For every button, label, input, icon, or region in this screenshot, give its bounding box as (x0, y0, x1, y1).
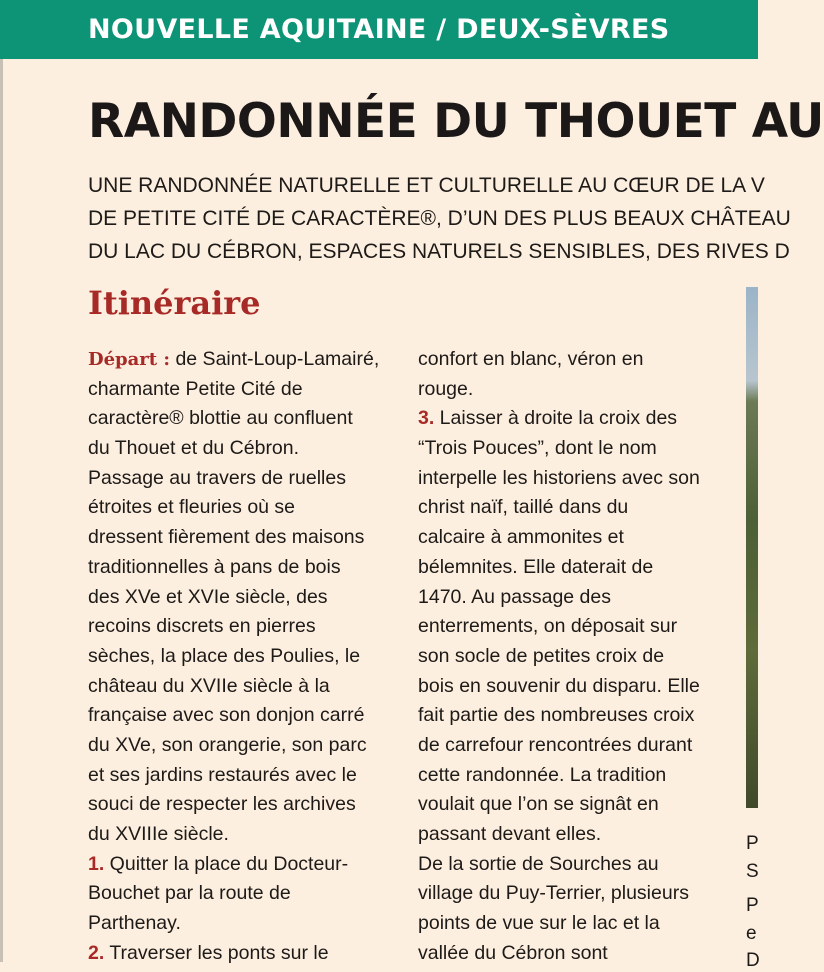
text-line (418, 701, 700, 731)
line-text: fait partie des nombreuses croix (418, 704, 695, 727)
photo-caption-fragment: D (746, 950, 760, 971)
line-text: interpelle les historiens avec son (418, 466, 700, 489)
line-text: Parthenay. (88, 912, 181, 935)
text-line (88, 790, 379, 820)
text-column-left (88, 345, 379, 968)
line-text: calcaire à ammonites et (418, 526, 624, 549)
text-line (418, 879, 700, 909)
photo-caption-fragment: P (746, 895, 759, 916)
text-line (418, 642, 700, 672)
text-line (418, 909, 700, 939)
text-line (418, 850, 700, 880)
line-text: enterrements, on déposait sur (418, 615, 678, 638)
line-text: bélemnites. Elle daterait de (418, 555, 654, 578)
line-text: “Trois Pouces”, dont le nom (418, 437, 657, 460)
line-text: des XVe et XVIe siècle, des (88, 585, 328, 608)
line-text: du XVIIIe siècle. (88, 823, 229, 845)
text-line (88, 850, 379, 880)
line-text: souci de respecter les archives (88, 793, 356, 816)
text-line (88, 553, 379, 583)
line-text: vallée du Cébron sont (418, 941, 608, 964)
page-edge (0, 59, 3, 962)
text-line (418, 583, 700, 613)
text-line (88, 820, 379, 850)
line-text: Laisser à droite la croix des (434, 407, 678, 430)
text-line (88, 434, 379, 464)
text-line (418, 464, 700, 494)
line-text: charmante Petite Cité de (88, 377, 303, 400)
line-text: du XVe, son orangerie, son parc (88, 733, 367, 756)
subtitle-line: UNE RANDONNÉE NATURELLE ET CULTURELLE AU CŒUR DE LA V (88, 174, 765, 197)
line-text: caractère® blottie au confluent (88, 407, 353, 430)
text-line (418, 672, 700, 702)
region-header: NOUVELLE AQUITAINE / DEUX-SÈVRES (88, 14, 670, 45)
text-line (418, 523, 700, 553)
line-text: confort en blanc, véron en (418, 348, 644, 370)
text-line (418, 612, 700, 642)
line-text: traditionnelles à pans de bois (88, 555, 341, 578)
line-text: 1470. Au passage des (418, 585, 611, 608)
article-title: RANDONNÉE DU THOUET AU (88, 94, 824, 149)
line-text: Traverser les ponts sur le (104, 941, 329, 964)
line-text: château du XVIIe siècle à la (88, 674, 330, 697)
line-text: bois en souvenir du disparu. Elle (418, 674, 700, 697)
text-line (418, 731, 700, 761)
text-line (418, 790, 700, 820)
line-text: recoins discrets en pierres (88, 615, 316, 638)
text-line (88, 493, 379, 523)
line-text: dressent fièrement des maisons (88, 526, 365, 549)
photo-caption-fragment: e (746, 923, 757, 944)
line-text: Quitter la place du Docteur- (104, 852, 349, 875)
text-line (418, 404, 700, 434)
text-line (418, 761, 700, 791)
line-text: et ses jardins restaurés avec le (88, 763, 357, 786)
text-line (88, 672, 379, 702)
line-text: voulait que l’on se signât en (418, 793, 659, 816)
line-text: de carrefour rencontrées durant (418, 733, 693, 756)
landscape-photo (746, 287, 758, 808)
photo-caption-fragment: P (746, 833, 759, 854)
text-line (88, 642, 379, 672)
text-line (418, 553, 700, 583)
line-text: étroites et fleuries où se (88, 496, 296, 519)
text-line (418, 345, 700, 375)
step-number: 3. (418, 407, 435, 430)
text-line (88, 909, 379, 939)
text-line (88, 375, 379, 405)
line-text: christ naïf, taillé dans du (418, 496, 629, 519)
text-line (88, 523, 379, 553)
line-text: de Saint-Loup-Lamairé, (170, 348, 380, 370)
line-text: village du Puy-Terrier, plusieurs (418, 882, 689, 905)
line-text: française avec son donjon carré (88, 704, 365, 727)
text-line (88, 612, 379, 642)
line-text: points de vue sur le lac et la (418, 912, 660, 935)
line-text: du Thouet et du Cébron. (88, 437, 300, 460)
line-text: Passage au travers de ruelles (88, 466, 346, 489)
article-subtitle (88, 169, 791, 268)
text-line (418, 939, 700, 969)
line-text: rouge. (418, 377, 474, 400)
text-line (418, 434, 700, 464)
line-text: sèches, la place des Poulies, le (88, 644, 361, 667)
text-line (88, 701, 379, 731)
line-text: De la sortie de Sourches au (418, 852, 659, 875)
text-line (88, 583, 379, 613)
text-line (88, 879, 379, 909)
text-column-right (418, 345, 700, 968)
step-number: 1. (88, 852, 105, 875)
line-text: cette randonnée. La tradition (418, 763, 667, 786)
header-band (0, 0, 758, 59)
text-line (88, 345, 379, 375)
text-line (88, 939, 379, 969)
depart-label: Départ : (88, 349, 171, 370)
text-line (88, 404, 379, 434)
photo-caption-fragment: S (746, 861, 759, 882)
step-number: 2. (88, 941, 105, 964)
text-line (418, 493, 700, 523)
line-text: son socle de petites croix de (418, 644, 665, 667)
subtitle-line: DE PETITE CITÉ DE CARACTÈRE®, D’UN DES PLUS BEAUX CHÂTEAU (88, 207, 791, 230)
subtitle-line: DU LAC DU CÉBRON, ESPACES NATURELS SENSIBLES, DES RIVES D (88, 240, 790, 263)
line-text: Bouchet par la route de (88, 882, 291, 905)
line-text: passant devant elles. (418, 823, 602, 845)
text-line (88, 761, 379, 791)
text-line (88, 731, 379, 761)
text-line (418, 375, 700, 405)
section-heading-itineraire: Itinéraire (88, 284, 261, 322)
text-line (88, 464, 379, 494)
text-line (418, 820, 700, 850)
